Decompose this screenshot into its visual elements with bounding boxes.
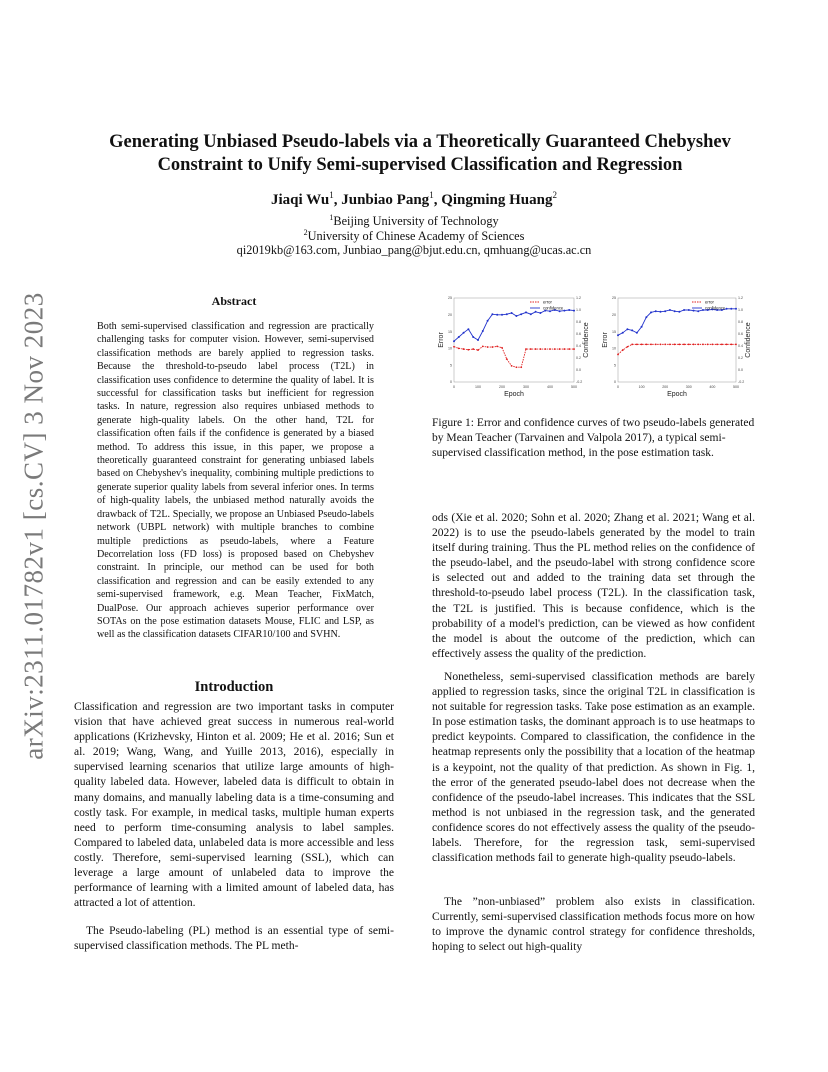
error-point bbox=[697, 343, 699, 345]
error-point bbox=[664, 343, 666, 345]
y2-tick-label: 0.8 bbox=[576, 320, 581, 325]
error-point bbox=[463, 348, 465, 350]
error-point bbox=[516, 366, 518, 368]
affiliation-1 bbox=[0, 213, 828, 229]
figure-1 bbox=[428, 292, 758, 404]
error-point bbox=[730, 343, 732, 345]
figure-1-caption: Figure 1: Error and confidence curves of two pseudo-labels generated by Mean Teacher (Tarvainen and Valpola 2017), a typical semi-supervised classification method, in the pose estimation task. bbox=[432, 417, 755, 460]
introduction-heading: Introduction bbox=[194, 679, 274, 695]
error-point bbox=[530, 348, 532, 350]
y2-tick-label: 0.2 bbox=[576, 356, 581, 361]
error-point bbox=[477, 349, 479, 351]
confidence-point bbox=[501, 314, 503, 316]
error-point bbox=[627, 346, 629, 348]
error-point bbox=[549, 348, 551, 350]
error-point bbox=[622, 349, 624, 351]
affil-mark: 2 bbox=[303, 228, 308, 237]
abstract-heading: Abstract bbox=[211, 294, 257, 308]
x-tick-label: 100 bbox=[475, 385, 481, 389]
error-point bbox=[535, 348, 537, 350]
author-affil-mark: 1 bbox=[429, 190, 434, 200]
confidence-point bbox=[693, 310, 695, 312]
error-point bbox=[735, 343, 737, 345]
confidence-point bbox=[655, 310, 657, 312]
error-line bbox=[454, 346, 574, 367]
error-point bbox=[564, 348, 566, 350]
y-tick-label: 25 bbox=[612, 296, 616, 301]
y-tick-label: 0 bbox=[450, 380, 452, 385]
confidence-point bbox=[735, 308, 737, 310]
x-axis-label: Epoch bbox=[504, 391, 524, 398]
x-axis-label: Epoch bbox=[667, 391, 687, 398]
error-point bbox=[458, 348, 460, 350]
error-line bbox=[618, 344, 736, 354]
error-point bbox=[472, 348, 474, 350]
y-tick-label: 15 bbox=[448, 329, 452, 334]
error-point bbox=[501, 347, 503, 349]
error-point bbox=[554, 348, 556, 350]
confidence-point bbox=[563, 310, 565, 312]
legend-error-label: error bbox=[543, 299, 552, 305]
author-name: Jiaqi Wu bbox=[271, 192, 330, 208]
author-emails: qi2019kb@163.com, Junbiao_pang@bjut.edu.cn, qmhuang@ucas.ac.cn bbox=[236, 243, 592, 257]
confidence-point bbox=[641, 326, 643, 328]
error-point bbox=[511, 365, 513, 367]
error-point bbox=[496, 345, 498, 347]
confidence-point bbox=[631, 329, 633, 331]
confidence-point bbox=[525, 311, 527, 313]
confidence-point bbox=[559, 310, 561, 312]
error-point bbox=[525, 348, 527, 350]
y2-tick-label: 0.2 bbox=[738, 356, 743, 361]
confidence-point bbox=[477, 339, 479, 341]
confidence-point bbox=[674, 310, 676, 312]
error-point bbox=[540, 348, 542, 350]
error-point bbox=[617, 354, 619, 356]
y2-tick-label: -0.2 bbox=[576, 380, 583, 385]
chart-1 bbox=[428, 292, 596, 404]
paper-title bbox=[90, 131, 750, 177]
legend-error-label: error bbox=[705, 299, 714, 305]
x-tick-label: 200 bbox=[499, 385, 505, 389]
right-paragraph-2: Nonetheless, semi-supervised classification methods are barely applied to regression tasks, since the original T2L in classification is not suitable for regression tasks. Take pose estimation as an example. In pose estimation tasks, the dominant approach is to use heatmaps to predict keypoints. Compared to classification, the confidence in the heatmap represents only the possibility that a location of the heatmap is a keypoint, not the quality of that prediction. As shown in Fig. 1, the error of the generated pseudo-label does not decrease when the confidence of the pseudo-label increases. This indicates that the SSL method is not unbiased in the regression task, and the generated confidence scores do not effectively assess the quality of the pseudo-labels. Therefore, for the regression task, semi-supervised classification methods fail to generate high-quality pseudo-labels. bbox=[432, 671, 755, 865]
y-tick-label: 5 bbox=[614, 363, 616, 368]
confidence-point bbox=[726, 308, 728, 310]
confidence-point bbox=[453, 340, 455, 342]
x-tick-label: 400 bbox=[547, 385, 553, 389]
error-point bbox=[568, 348, 570, 350]
confidence-point bbox=[482, 330, 484, 332]
affil-mark: 1 bbox=[329, 213, 334, 222]
y-tick-label: 10 bbox=[448, 346, 452, 351]
y2-axis-label: Confidence bbox=[583, 322, 590, 358]
error-point bbox=[674, 343, 676, 345]
confidence-point bbox=[622, 332, 624, 334]
y-axis-label: Error bbox=[438, 332, 445, 348]
title-line-1: Generating Unbiased Pseudo-labels via a Theoretically Guaranteed Chebyshev bbox=[109, 132, 731, 152]
y2-tick-label: 1.2 bbox=[738, 296, 743, 301]
author-name: Junbiao Pang bbox=[341, 192, 430, 208]
error-point bbox=[688, 343, 690, 345]
confidence-point bbox=[617, 334, 619, 336]
y2-tick-label: 0.4 bbox=[576, 344, 581, 349]
x-tick-label: 200 bbox=[662, 385, 669, 389]
confidence-point bbox=[549, 310, 551, 312]
confidence-point bbox=[669, 309, 671, 311]
confidence-point bbox=[506, 313, 508, 315]
arxiv-identifier-text: arXiv:2311.01782v1 [cs.CV] 3 Nov 2023 bbox=[18, 292, 49, 760]
x-tick-label: 500 bbox=[571, 385, 577, 389]
y-tick-label: 10 bbox=[612, 346, 616, 351]
error-point bbox=[482, 345, 484, 347]
confidence-point bbox=[467, 328, 469, 330]
confidence-point bbox=[511, 312, 513, 314]
error-point bbox=[453, 346, 455, 348]
x-tick-label: 300 bbox=[523, 385, 529, 389]
error-point bbox=[678, 343, 680, 345]
error-point bbox=[650, 343, 652, 345]
y-tick-label: 0 bbox=[614, 380, 616, 385]
y-tick-label: 20 bbox=[612, 313, 616, 317]
y-tick-label: 25 bbox=[448, 296, 452, 301]
affiliation-1-text: Beijing University of Technology bbox=[333, 214, 499, 229]
x-tick-label: 300 bbox=[685, 385, 692, 389]
x-tick-label: 400 bbox=[709, 385, 716, 389]
confidence-point bbox=[664, 310, 666, 312]
abstract-text: Both semi-supervised classification and regression are practically challenging tasks for computer vision. However, semi-supervised classification methods are barely applied to regression tasks. Because the threshold-to-pseudo label process (T2L) in classification uses confidence to determine the quality of label. It is successful for classification tasks but inefficient for regression tasks. In nature, regression also requires unbiased methods to generate high-quality labels. On the other hand, T2L for classification often fails if the confidence is generated by a biased method. To address this issue, in this paper, we propose a theoretically guaranteed constraint for generating unbiased labels based on Chebyshev's inequality, combining multiple predictions to generate superior quality labels from several inferior ones. In terms of high-quality labels, the unbiased method naturally avoids the drawback of T2L. Specially, we propose an Unbiased Pseudo-labels network (UBPL network) with multiple branches to combine multiple predictions as pseudo-labels, where a Feature Decorrelation loss (FD loss) is proposed based on Chebyshev constraint. In principle, our method can be used for both classification and regression and can be easily extended to any semi-supervised framework, e.g. Mean Teacher, FixMatch, DualPose. Our approach achieves superior performance over SOTAs on the pose estimation datasets Mouse, FLIC and LSP, as well as the classification datasets CIFAR10/100 and SVHN. bbox=[97, 321, 374, 641]
confidence-point bbox=[659, 311, 661, 313]
confidence-point bbox=[463, 332, 465, 334]
y-tick-label: 20 bbox=[448, 313, 452, 317]
error-point bbox=[544, 348, 546, 350]
confidence-point bbox=[650, 311, 652, 313]
confidence-point bbox=[573, 310, 575, 312]
affiliation-2 bbox=[0, 228, 828, 244]
confidence-point bbox=[487, 320, 489, 322]
author-name: Qingming Huang bbox=[441, 192, 553, 208]
error-point bbox=[693, 343, 695, 345]
error-point bbox=[660, 343, 662, 345]
confidence-point bbox=[530, 313, 532, 315]
error-point bbox=[506, 358, 508, 360]
y2-tick-label: 0.6 bbox=[576, 332, 581, 337]
confidence-point bbox=[678, 311, 680, 313]
y2-axis-label: Confidence bbox=[745, 322, 752, 358]
error-point bbox=[641, 343, 643, 345]
confidence-point bbox=[472, 336, 474, 338]
right-paragraph-3: The ”non-unbiased” problem also exists in classification. Currently, semi-supervised classification methods focus more on how to improve the dynamic control strategy for confidence thresholds, hoping to select out high-quality bbox=[432, 896, 755, 954]
error-point bbox=[559, 348, 561, 350]
error-point bbox=[492, 346, 494, 348]
confidence-point bbox=[515, 315, 517, 317]
error-point bbox=[721, 343, 723, 345]
confidence-point bbox=[535, 311, 537, 313]
error-point bbox=[636, 343, 638, 345]
right-paragraph-1: ods (Xie et al. 2020; Sohn et al. 2020; Zhang et al. 2021; Wang et al. 2022) is to use the pseudo-labels generated by the model to train itself during training. Thus the PL method relies on the confidence of the pseudo-label, and the pseudo-label with strong confidence score is selected out and added to the training data set through the threshold-to-pseudo label process (T2L). In the classification task, the T2L is justified. This is because confidence, which is the probability of a model's prediction, can be viewed as how confident the model is about the outcome of the prediction, which can effectively assess the quality of the prediction. bbox=[432, 512, 755, 660]
author-affil-mark: 1 bbox=[329, 190, 334, 200]
error-point bbox=[716, 343, 718, 345]
x-tick-label: 0 bbox=[617, 385, 619, 389]
error-point bbox=[726, 343, 728, 345]
author-affil-mark: 2 bbox=[552, 190, 557, 200]
chart-2 bbox=[594, 292, 758, 404]
confidence-line bbox=[618, 309, 736, 335]
confidence-point bbox=[626, 328, 628, 330]
error-point bbox=[468, 349, 470, 351]
intro-paragraph-1: Classification and regression are two important tasks in computer vision that have achieved great success in numerous real-world applications (Krizhevsky, Hinton et al. 2009; He et al. 2016; Sun et al. 2019; Wang, Wang, and Yuille 2013, 2016), especially in supervised learning scenarios that utilize large amounts of high-quality labeled data. However, labeled data is difficult to obtain in many domains, and manually labeling data is a time-consuming and costly task. For example, in medical tasks, multiple human experts need to perform time-consuming analysis to label samples. Compared to labeled data, unlabeled data is more accessible and less costly. Therefore, semi-supervised learning (SSL), which can leverage a large amount of unlabeled data to improve the performance of learning with a limited amount of labeled data, has attracted a lot of attention. bbox=[74, 701, 394, 910]
y2-tick-label: 1.0 bbox=[738, 308, 743, 313]
error-point bbox=[712, 343, 714, 345]
author-list: Jiaqi Wu$^1$, Junbiao Pang$^1$, Qingming Huang$^2$ bbox=[271, 190, 557, 208]
confidence-point bbox=[539, 312, 541, 314]
y2-tick-label: -0.2 bbox=[738, 380, 745, 385]
y2-tick-label: 0.0 bbox=[738, 368, 743, 373]
confidence-point bbox=[730, 308, 732, 310]
confidence-point bbox=[458, 336, 460, 338]
y-tick-label: 5 bbox=[450, 363, 452, 368]
arxiv-identifier bbox=[14, 286, 54, 766]
y2-tick-label: 0.6 bbox=[738, 332, 743, 337]
intro-paragraph-2: The Pseudo-labeling (PL) method is an essential type of semi-supervised classification methods. The PL meth- bbox=[74, 925, 394, 953]
confidence-line bbox=[454, 310, 574, 341]
confidence-point bbox=[520, 313, 522, 315]
confidence-point bbox=[636, 332, 638, 334]
affiliation-2-text: University of Chinese Academy of Sciences bbox=[307, 229, 525, 244]
confidence-point bbox=[702, 309, 704, 311]
y2-tick-label: 1.0 bbox=[576, 308, 581, 313]
legend-confidence-label: confidence bbox=[705, 305, 726, 311]
y-axis-label: Error bbox=[602, 332, 609, 348]
x-tick-label: 500 bbox=[733, 385, 739, 389]
title-line-2: Constraint to Unify Semi-supervised Classification and Regression bbox=[157, 155, 683, 175]
y2-tick-label: 0.8 bbox=[738, 320, 743, 325]
y-tick-label: 15 bbox=[612, 329, 616, 334]
confidence-point bbox=[645, 316, 647, 318]
x-tick-label: 0 bbox=[453, 385, 455, 389]
error-point bbox=[702, 343, 704, 345]
confidence-point bbox=[568, 309, 570, 311]
x-tick-label: 100 bbox=[638, 385, 645, 389]
confidence-point bbox=[688, 309, 690, 311]
error-point bbox=[669, 343, 671, 345]
error-point bbox=[631, 343, 633, 345]
error-point bbox=[645, 343, 647, 345]
confidence-point bbox=[683, 309, 685, 311]
y2-tick-label: 1.2 bbox=[576, 296, 581, 301]
error-point bbox=[573, 348, 575, 350]
confidence-point bbox=[496, 314, 498, 316]
y2-tick-label: 0.0 bbox=[576, 368, 581, 373]
confidence-point bbox=[697, 310, 699, 312]
confidence-point bbox=[491, 313, 493, 315]
legend-confidence-label: confidence bbox=[543, 305, 564, 311]
plot-frame bbox=[618, 298, 736, 382]
error-point bbox=[683, 343, 685, 345]
error-point bbox=[487, 346, 489, 348]
error-point bbox=[655, 343, 657, 345]
error-point bbox=[520, 366, 522, 368]
error-point bbox=[707, 343, 709, 345]
y2-tick-label: 0.4 bbox=[738, 344, 743, 349]
